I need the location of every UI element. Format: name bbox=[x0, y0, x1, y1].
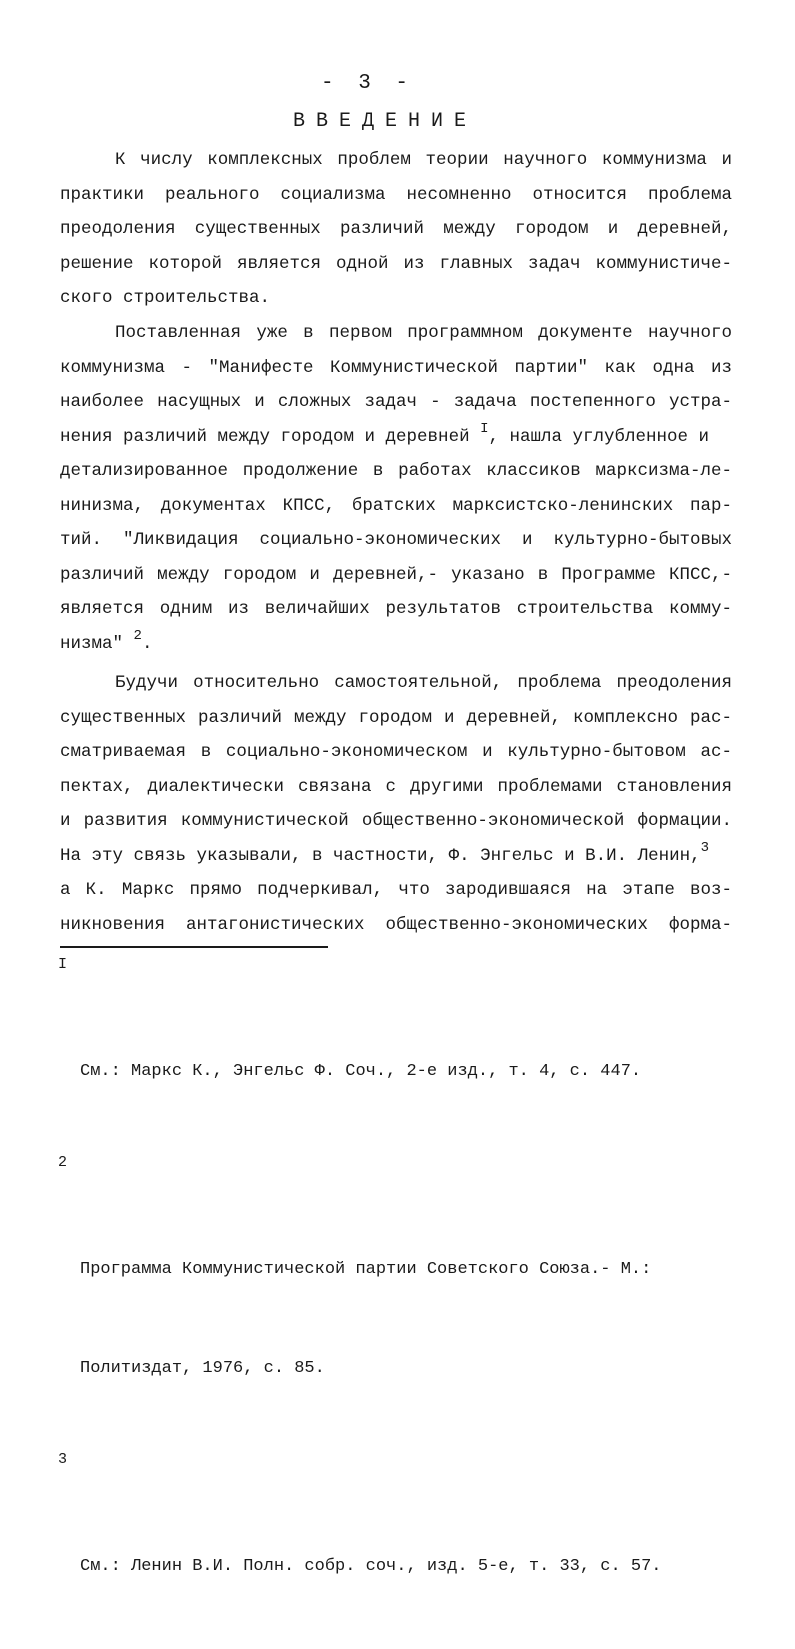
text-line: пектах, диалектически связана с другими проблемами становления bbox=[60, 776, 732, 797]
footnote-1 bbox=[58, 956, 698, 1154]
footnote-ref-1: I bbox=[480, 420, 489, 437]
text-line: К числу комплексных проблем теории научного коммунизма и bbox=[115, 150, 732, 170]
text-line: нинизма, документах КПСС, братских марксистско-ленинских пар- bbox=[60, 495, 732, 516]
text-line: и развития коммунистической общественно-экономической формации. bbox=[60, 811, 732, 831]
text-line: никновения антагонистических общественно-экономических форма- bbox=[60, 914, 732, 935]
text-line: преодоления существенных различий между городом и деревней, bbox=[60, 219, 732, 239]
text-line: а К. Маркс прямо подчеркивал, что зародившаяся на этапе воз- bbox=[60, 880, 732, 900]
footnote-ref-3: 3 bbox=[700, 839, 710, 856]
text-segment: нения различий между городом и деревней bbox=[60, 426, 470, 447]
text-line: Поставленная уже в первом программном документе научного bbox=[115, 323, 732, 343]
text-segment: . bbox=[141, 633, 153, 654]
footnote-ref-2: 2 bbox=[133, 627, 142, 644]
footnote-mark: 2 bbox=[58, 1154, 68, 1171]
text-line: является одним из величайших результатов строительства комму- bbox=[60, 599, 732, 619]
footnotes bbox=[58, 956, 698, 1649]
text-line: практики реального социализма несомненно относится проблема bbox=[60, 184, 732, 205]
text-line-with-note bbox=[60, 420, 732, 455]
text-line-with-note bbox=[60, 839, 732, 874]
text-line: различий между городом и деревней,- указано в Программе КПСС,- bbox=[60, 564, 732, 585]
text-line: детализированное продолжение в работах классиков марксизма-ле- bbox=[60, 461, 732, 481]
paragraph-1 bbox=[60, 143, 732, 316]
text-segment: , нашла углубленное и bbox=[488, 426, 710, 447]
text-line: Будучи относительно самостоятельной, проблема преодоления bbox=[115, 673, 732, 693]
footnote-text: Политиздат, 1976, с. 85. bbox=[80, 1359, 325, 1378]
text-line: тий. "Ликвидация социально-экономических и культурно-бытовых bbox=[60, 530, 732, 550]
paragraph-3 bbox=[60, 666, 732, 942]
footnote-3 bbox=[58, 1451, 698, 1649]
footnote-separator bbox=[60, 946, 328, 948]
footnote-text: См.: Ленин В.И. Полн. собр. соч., изд. 5-е, т. 33, с. 57. bbox=[80, 1557, 662, 1576]
section-heading: ВВЕДЕНИЕ bbox=[292, 110, 477, 133]
text-segment: На эту связь указывали, в частности, Ф. Энгельс и В.И. Ленин, bbox=[60, 845, 701, 866]
text-segment: низма" bbox=[60, 633, 124, 654]
text-line: решение которой является одной из главных задач коммунистиче- bbox=[60, 253, 732, 274]
text-line: сматриваемая в социально-экономическом и культурно-бытовом ас- bbox=[60, 742, 732, 762]
text-line-with-note bbox=[60, 627, 732, 662]
page-number: - 3 - bbox=[320, 72, 414, 95]
text-line: коммунизма - "Манифесте Коммунистической партии" как одна из bbox=[60, 357, 732, 378]
footnote-text: См.: Маркс К., Энгельс Ф. Соч., 2-е изд., т. 4, с. 447. bbox=[80, 1062, 642, 1081]
text-line: наиболее насущных и сложных задач - задача постепенного устра- bbox=[60, 392, 732, 412]
footnote-mark: I bbox=[58, 956, 68, 973]
footnote-mark: 3 bbox=[58, 1451, 68, 1468]
text-line: существенных различий между городом и деревней, комплексно рас- bbox=[60, 707, 732, 728]
text-line: ского строительства. bbox=[60, 288, 271, 308]
footnote-text: Программа Коммунистической партии Советского Союза.- М.: bbox=[80, 1260, 652, 1279]
paragraph-2 bbox=[60, 316, 732, 661]
footnote-2 bbox=[58, 1154, 698, 1451]
